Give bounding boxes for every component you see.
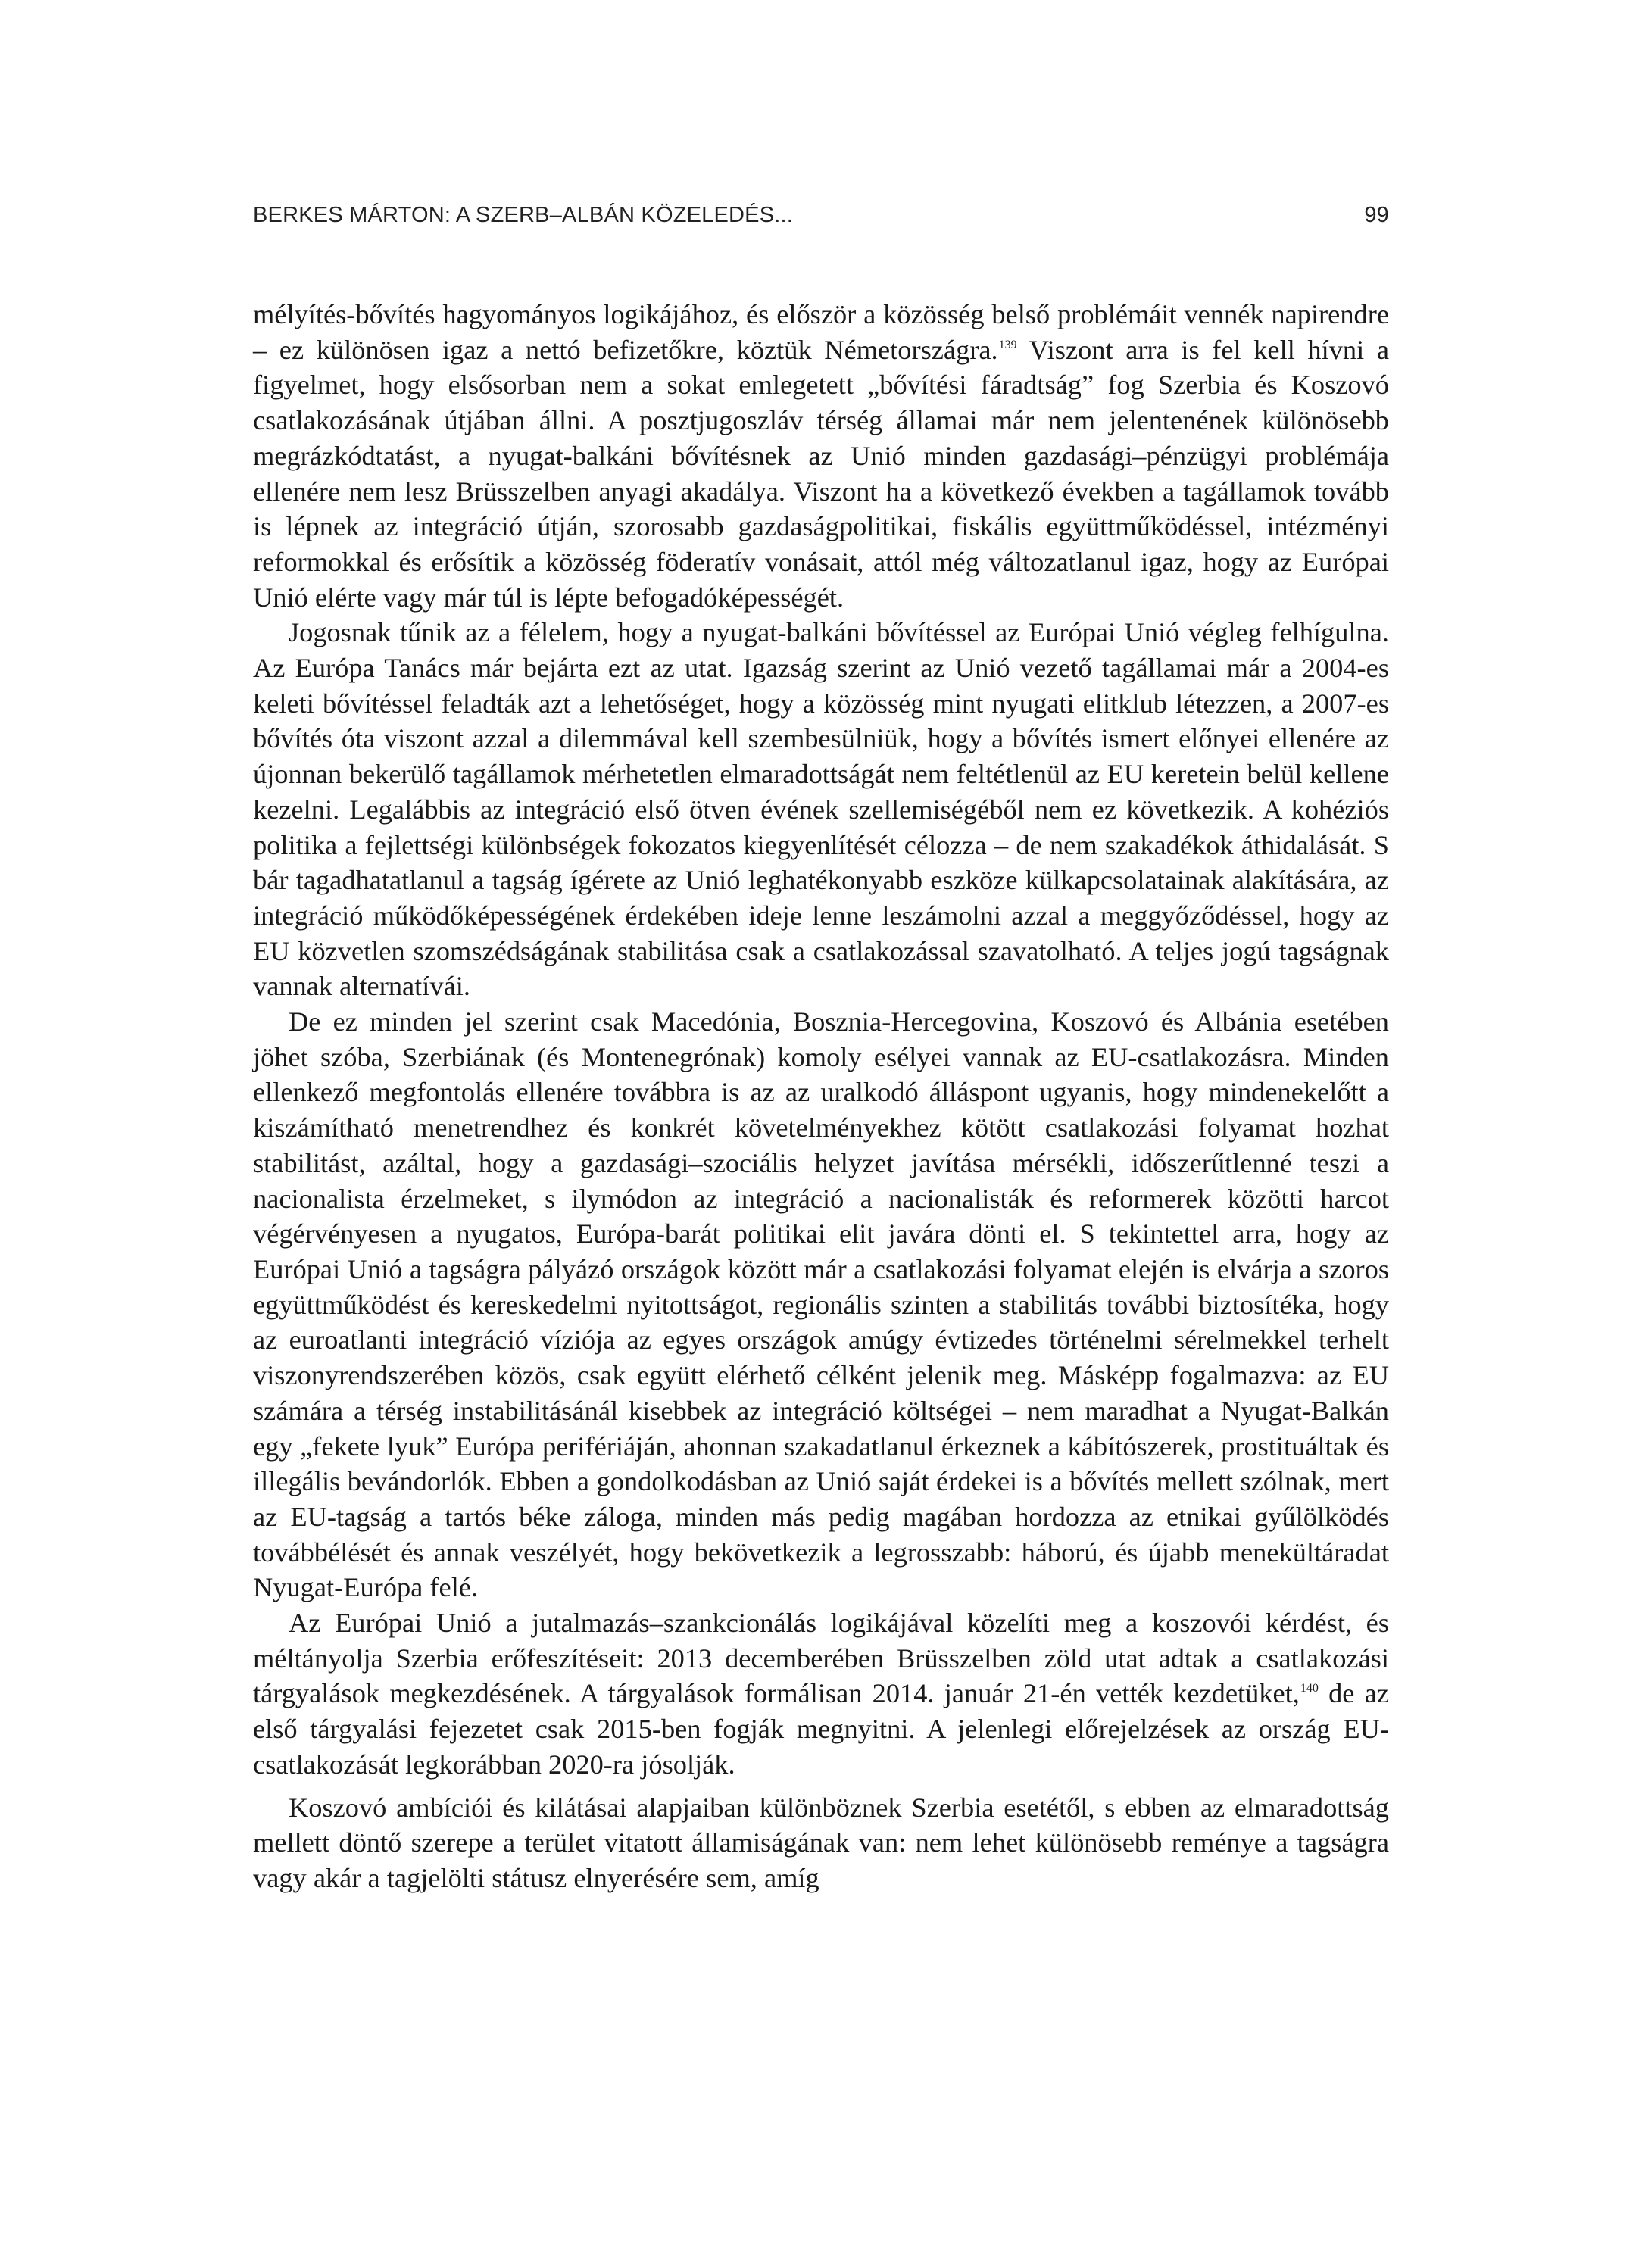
- paragraph-1-text-a: mélyítés-bővítés hagyományos logikájához, és először a közösség belső problémáit vennék napirendre – ez különösen igaz a nettó befizetőkre, köztük Németországra.: [253, 299, 1389, 365]
- paragraph-5: Koszovó ambíciói és kilátásai alapjaiban különböznek Szerbia esetétől, s ebben az elmaradottság mellett döntő szerepe a terület vitatott államiságának van: nem lehet különösebb reménye a tagságra vagy akár a tagjelölti státusz elnyerésére sem, amíg: [253, 1792, 1389, 1893]
- footnote-ref-139: 139: [998, 338, 1017, 351]
- paragraph-4: [253, 1605, 1389, 1783]
- paragraph-4-text-a: Az Európai Unió a jutalmazás–szankcionálás logikájával közelíti meg a koszovói kérdést, és méltányolja Szerbia erőfeszítéseit: 2013 decemberében Brüsszelben zöld utat adtak a csatlakozási tárgyalások megkezdésének. A tárgyalások formálisan 2014. január 21-én vették kezdetüket,: [253, 1608, 1389, 1709]
- running-title: BERKES MÁRTON: A SZERB–ALBÁN KÖZELEDÉS...: [253, 203, 794, 227]
- paragraph-2: Jogosnak tűnik az a félelem, hogy a nyugat-balkáni bővítéssel az Európai Unió végleg felhígulna. Az Európa Tanács már bejárta ezt az utat. Igazság szerint az Unió vezető tagállamai már a 2004-es keleti bővítéssel feladták azt a lehetőséget, hogy a közösség mint nyugati elitklub létezzen, a 2007-es bővítés óta viszont azzal a dilemmával kell szembesülniük, hogy a bővítés ismert előnyei ellenére az újonnan bekerülő tagállamok mérhetetlen elmaradottságát nem feltétlenül az EU keretein belül kellene kezelni. Legalábbis az integráció első ötven évének szellemiségéből nem ez következik. A kohéziós politika a fejlettségi különbségek fokozatos kiegyenlítését célozza – de nem szakadékok áthidalását. S bár tagadhatatlanul a tagság ígérete az Unió leghatékonyabb eszköze külkapcsolatainak alakítására, az integráció működőképességének érdekében ideje lenne leszámolni azzal a meggyőződéssel, hogy az EU közvetlen szomszédságának stabilitása csak a csatlakozással szavatolható. A teljes jogú tagságnak vannak alternatívái.: [253, 617, 1389, 1002]
- body-text: [253, 297, 1389, 1896]
- paragraph-1: [253, 297, 1389, 615]
- running-header: [253, 203, 1389, 236]
- paragraph-3: De ez minden jel szerint csak Macedónia, Bosznia-Hercegovina, Koszovó és Albánia esetében jöhet szóba, Szerbiának (és Montenegrónak) komoly esélyei vannak az EU-csatlakozásra. Minden ellenkező megfontolás ellenére továbbra is az az uralkodó álláspont ugyanis, hogy mindenekelőtt a kiszámítható menetrendhez és konkrét követelményekhez kötött csatlakozási folyamat hozhat stabilitást, azáltal, hogy a gazdasági–szociális helyzet javítása mérsékli, időszerűtlenné teszi a nacionalista érzelmeket, s ilymódon az integráció a nacionalisták és reformerek közötti harcot végérvényesen a nyugatos, Európa-barát politikai elit javára dönti el. S tekintettel arra, hogy az Európai Unió a tagságra pályázó országok között már a csatlakozási folyamat elején is elvárja a szoros együttműködést és kereskedelmi nyitottságot, regionális szinten a stabilitás további biztosítéka, hogy az euroatlanti integráció víziója az egyes országok amúgy évtizedes történelmi sérelmekkel terhelt viszonyrendszerében közös, csak együtt elérhető célként jelenik meg. Másképp fogalmazva: az EU számára a térség instabilitásánál kisebbek az integráció költségei – nem maradhat a Nyugat-Balkán egy „fekete lyuk” Európa perifériáján, ahonnan szakadatlanul érkeznek a kábítószerek, prostituáltak és illegális bevándorlók. Ebben a gondolkodásban az Unió saját érdekei is a bővítés mellett szólnak, mert az EU-tagság a tartós béke záloga, minden más pedig magában hordozza az etnikai gyűlölködés továbbélését és annak veszélyét, hogy bekövetkezik a legrosszabb: háború, és újabb menekültáradat Nyugat-Európa felé.: [253, 1006, 1389, 1603]
- paragraph-4-text-b: de az első tárgyalási fejezetet csak 2015-ben fogják megnyitni. A jelenlegi előrejelzések az ország EU-csatlakozását legkorábban 2020-ra jósolják.: [253, 1678, 1389, 1780]
- page-number: 99: [1364, 203, 1389, 227]
- paragraph-1-text-b: Viszont arra is fel kell hívni a figyelmet, hogy elsősorban nem a sokat emlegetett „bővítési fáradtság” fog Szerbia és Koszovó csatlakozásának útjában állni. A posztjugoszláv térség államai már nem jelentenének különösebb megrázkódtatást, a nyugat-balkáni bővítésnek az Unió minden gazdasági–pénzügyi problémája ellenére nem lesz Brüsszelben anyagi akadálya. Viszont ha a következő években a tagállamok tovább is lépnek az integráció útján, szorosabb gazdaságpolitikai, fiskális együttműködéssel, intézményi reformokkal és erősítik a közösség föderatív vonásait, attól még változatlanul igaz, hogy az Európai Unió elérte vagy már túl is lépte befogadóképességét.: [253, 334, 1389, 613]
- footnote-ref-140: 140: [1300, 1682, 1319, 1696]
